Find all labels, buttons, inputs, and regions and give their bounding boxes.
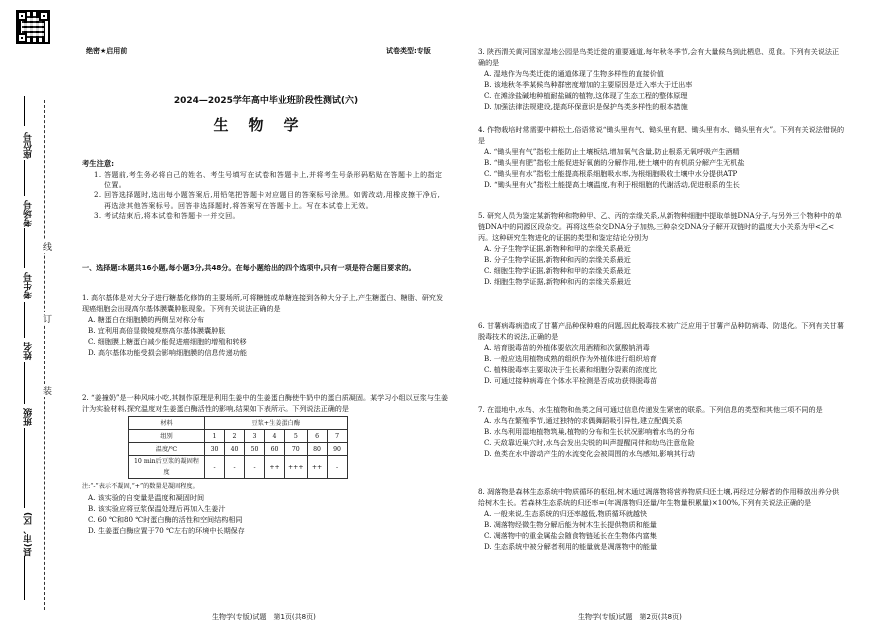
option-d: D. 高尔基体功能受损会影响细胞膜的信息传递功能 (88, 348, 247, 357)
table-note: 注:“-”表示不凝固,“+”的数量是凝固程度。 (82, 483, 199, 490)
table-row (129, 430, 348, 443)
class-label: 班级 (24, 408, 34, 426)
section-heading: 一、选择题:本题共16小题,每小题3分,共48分。在每小题给出的四个选项中,只有一项是符合题目要求的。 (82, 263, 416, 272)
notice-title: 考生注意: (82, 159, 115, 168)
question-4 (478, 124, 846, 190)
question-stem: 5. 研究人员为鉴定某新物种和物种甲、乙、丙的亲缘关系,从新物种细胞中提取单链DNA分子,与另外三个物种中的单链DNA中的同源区段杂交。再将这些杂交DNA分子加热,三种杂交DNA分子解开双链时的温度大小关系为甲<乙<丙。这种研究生物进化的证据的类型和鉴定结论分别为 (478, 211, 842, 242)
option-a: A. 培育脱毒苗的外植体要依次用酒精和次氯酸钠消毒 (484, 343, 650, 352)
table-cell: - (205, 456, 225, 479)
footer-right: 生物学(专版)试题 第2页(共8页) (578, 613, 682, 621)
table-cell: ++ (265, 456, 285, 479)
option-d: D. 加强法律法规建设,提高环保意识是保护鸟类多样性的根本措施 (484, 102, 688, 111)
table-cell: 90 (327, 443, 347, 456)
table-cell: 30 (205, 443, 225, 456)
option-b: B. 该实验应将豆浆保温处理后再加入生姜汁 (88, 504, 226, 513)
question-stem: 1. 高尔基体是对大分子进行糖基化修饰的主要场所,可将糖链或单糖连接到各种大分子上,产生糖蛋白、糖脂、研究发现癌细胞会出现高尔基体膜囊肿胀现象。下列有关说法正确的是 (82, 293, 444, 313)
table-cell: 1 (205, 430, 225, 443)
table-cell: - (225, 456, 245, 479)
candidate-number-label: 考生号 (24, 272, 34, 299)
table-cell: 5 (285, 430, 308, 443)
option-d: D. 细胞生物学证据,新物种和丙的亲缘关系最近 (484, 277, 631, 286)
table-cell: 4 (265, 430, 285, 443)
option-a: A. 水鸟在繁殖季节,通过独特的求偶舞蹈吸引异性,建立配偶关系 (484, 416, 683, 425)
notice-item: 1. 答题前,考生务必将自己的姓名、考生号填写在试卷和答题卡上,并将考生号条形码粘贴在答题卡上的指定位置。 (94, 171, 443, 190)
table-cell: 材料 (129, 417, 205, 430)
option-b: B. 一般应选用植物成熟的组织作为外植体进行组织培育 (484, 354, 657, 363)
question-stem: 6. 甘薯病毒病造成了甘薯产品种保种难的问题,因此脱毒技术被广泛应用于甘薯产品种防病毒、防退化。下列有关甘薯脱毒技术的说法,正确的是 (478, 321, 844, 341)
seat-number-label: 座位号 (24, 132, 34, 159)
option-d: D. 生姜蛋白酶应置于70 ℃左右的环境中长期保存 (88, 526, 245, 535)
option-c: C. 细胞膜上糖蛋白减少能促进癌细胞的增殖和转移 (88, 337, 247, 346)
table-cell: - (327, 456, 347, 479)
question-stem: 3. 陕西渭关黄河国家湿地公园是鸟类迁徙的重要通道,每年秋冬季节,会有大量候鸟到此栖息、觅食。下列有关说法正确的是 (478, 47, 840, 67)
question-3 (478, 46, 846, 112)
option-a: A. “锄头里有气”指松土能防止土壤板结,增加氧气含量,防止根系无氧呼吸产生酒精 (484, 147, 740, 156)
option-a: A. 糖蛋白在细胞膜的两侧呈对称分布 (88, 315, 205, 324)
option-a: A. 湿地作为鸟类迁徙的通道体现了生物多样性的直接价值 (484, 69, 664, 78)
option-c: C. 细胞生物学证据,新物种和甲的亲缘关系最近 (484, 266, 631, 275)
notice-item: 3. 考试结束后,将本试卷和答题卡一并交回。 (94, 211, 240, 220)
seal-word-ding: 订 (41, 314, 51, 323)
temperature-table (128, 416, 348, 479)
footer-left: 生物学(专版)试题 第1页(共8页) (212, 613, 316, 621)
paper-type-label: 试卷类型:专版 (386, 47, 431, 55)
table-cell: - (245, 456, 265, 479)
table-cell: 豆浆+生姜蛋白酶 (205, 417, 348, 430)
table-cell: 2 (225, 430, 245, 443)
option-a: A. 该实验的自变量是温度和凝固时间 (88, 493, 205, 502)
option-c: C. 天敌靠近巢穴时,水鸟会发出尖锐的叫声提醒同伴和幼鸟注意危险 (484, 438, 695, 447)
table-cell: 7 (327, 430, 347, 443)
fold-line (44, 100, 45, 610)
option-c: C. 凋落物中的重金属盐会随食物链延长在生物体内富集 (484, 531, 657, 540)
option-d: D. 鱼类在水中游动产生的水流变化会被周围的水鸟感知,影响其行动 (484, 449, 695, 458)
binding-sidebar (0, 0, 62, 630)
seal-word-zhuang: 线 (41, 242, 51, 251)
question-2 (82, 392, 450, 536)
option-d: D. 可通过接种病毒在个体水平检测是否成功获得脱毒苗 (484, 376, 658, 385)
table-cell: +++ (285, 456, 308, 479)
option-c: C. 在滩涂盐碱地种植耐盐碱的植物,这体现了生态工程的整体原理 (484, 91, 688, 100)
option-b: B. “锄头里有肥”指松土能促进好氧菌的分解作用,使土壤中的有机质分解产生无机盐 (484, 158, 745, 167)
table-cell: 50 (245, 443, 265, 456)
qr-code-icon (16, 10, 50, 44)
question-stem: 7. 在湿地中,水鸟、水生植物和鱼类之间可通过信息传递发生紧密的联系。下列信息的类型和其他三项不同的是 (478, 405, 823, 414)
secret-label: 绝密★启用前 (86, 47, 128, 55)
question-stem: 4. 作物栽培时常需要中耕松土,俗语常说“锄头里有气、锄头里有肥、锄头里有水、锄头里有火”。下列有关说法错误的是 (478, 125, 845, 145)
subject-title: 生物学 (213, 116, 319, 134)
option-c: C. 60 ℃和80 ℃时蛋白酶的活性和空间结构相同 (88, 515, 243, 524)
option-d: D. 生态系统中被分解者利用的能量就是凋落物中的能量 (484, 542, 658, 551)
county-label: 县(市、区) (24, 512, 34, 557)
table-cell: 60 (265, 443, 285, 456)
table-cell: 10 min后豆浆的凝固程度 (129, 456, 205, 479)
option-a: A. 分子生物学证据,新物种和甲的亲缘关系最近 (484, 244, 631, 253)
notice-item: 2. 回答选择题时,选出每小题答案后,用铅笔把答题卡对应题目的答案标号涂黑。如需改动,用橡皮擦干净后,再选涂其他答案标号。回答非选择题时,将答案写在答题卡上。写在本试卷上无效。 (94, 191, 441, 210)
table-cell: 组别 (129, 430, 205, 443)
name-label: 姓名 (24, 342, 34, 360)
question-8 (478, 486, 846, 552)
question-7 (478, 404, 846, 459)
question-6 (478, 320, 846, 386)
question-5 (478, 210, 846, 287)
table-cell: 70 (285, 443, 308, 456)
option-c: C. “锄头里有水”指松土能提高根系细胞吸水率,为根细胞吸收土壤中水分提供ATP (484, 169, 738, 178)
question-1 (82, 292, 450, 358)
seal-word-xian: 装 (41, 386, 51, 395)
table-cell: 温度/℃ (129, 443, 205, 456)
exam-title: 2024—2025学年高中毕业班阶段性测试(六) (173, 96, 359, 106)
table-cell: 80 (307, 443, 327, 456)
exam-room-label: 考场号 (24, 200, 34, 227)
question-stem: 8. 凋落物是森林生态系统中物质循环的枢纽,树木通过凋落物将营养物质归还土壤,再经过分解者的作用释放出养分供给树木生长。若森林生态系统的归还率=(年凋落物归还量/年生物量积累量)×100%,下列有关说法正确的是 (478, 487, 840, 507)
option-d: D. “锄头里有火”指松土能提高土壤温度,有利于根细胞的代谢活动,促进根系的生长 (484, 180, 740, 189)
option-b: B. 分子生物学证据,新物种和丙的亲缘关系最近 (484, 255, 631, 264)
question-stem: 2. “姜撞奶”是一种风味小吃,其制作原理是利用生姜中的生姜蛋白酶使牛奶中的蛋白质凝固。某学习小组以豆浆与生姜汁为实验材料,探究温度对生姜蛋白酶活性的影响,结果如下表所示。下列说法正确的是 (82, 393, 449, 413)
table-cell: ++ (307, 456, 327, 479)
option-b: B. 凋落物经微生物分解后能为树木生长提供物质和能量 (484, 520, 657, 529)
option-c: C. 植株脱毒率主要取决于生长素和细胞分裂素的浓度比 (484, 365, 657, 374)
table-row (129, 443, 348, 456)
option-b: B. 该地秋冬季某候鸟种群密度增加的主要原因是迁入率大于迁出率 (484, 80, 693, 89)
option-b: B. 水鸟利用湿地植物筑巢,植物的分布和生长状况影响着水鸟的分布 (484, 427, 695, 436)
option-b: B. 宜利用高倍显微镜观察高尔基体膜囊肿胀 (88, 326, 226, 335)
table-cell: 3 (245, 430, 265, 443)
option-a: A. 一般来说,生态系统的归还率越低,物质循环就越快 (484, 509, 648, 518)
notice-list (94, 170, 444, 221)
table-row (129, 456, 348, 479)
table-cell: 6 (307, 430, 327, 443)
table-cell: 40 (225, 443, 245, 456)
